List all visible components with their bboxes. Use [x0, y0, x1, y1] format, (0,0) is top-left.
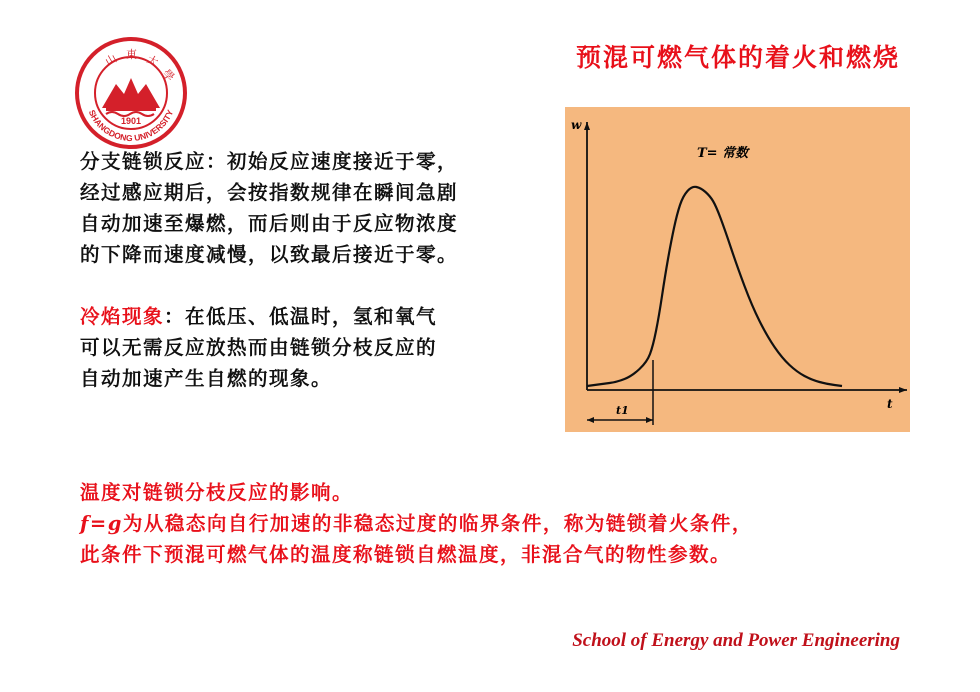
text-line: 温度对链锁分枝反应的影响。: [80, 481, 354, 504]
text-line: 经过感应期后，会按指数规律在瞬间急剧: [80, 181, 459, 204]
curve-annotation: T= 常数: [697, 146, 749, 161]
critical-condition-formula: f=g: [80, 512, 123, 535]
logo-university-text: SHANGDONG UNIVERSITY: [86, 108, 176, 144]
text-line: 此条件下预混可燃气体的温度称链锁自燃温度，非混合气的物性参数。: [80, 543, 732, 566]
y-axis-label: w: [571, 118, 582, 132]
reaction-rate-chart: [565, 107, 910, 432]
cool-flame-paragraph: [80, 301, 550, 394]
text-line: ：在低压、低温时，氢和氧气: [164, 305, 438, 328]
footer-school-name: School of Energy and Power Engineering: [572, 630, 900, 651]
text-line: 可以无需反应放热而由链锁分枝反应的: [80, 336, 438, 359]
svg-text:山: 山: [103, 51, 120, 69]
svg-text:大: 大: [144, 52, 161, 70]
text-line: 为从稳态向自行加速的非稳态过度的临界条件，称为链锁着火条件，: [122, 512, 753, 535]
svg-text:學: 學: [159, 66, 177, 84]
t1-right-arrow: [646, 417, 653, 423]
branching-chain-paragraph: [80, 146, 560, 270]
temperature-influence-paragraph: [80, 477, 920, 570]
text-line: 自动加速产生自燃的现象。: [80, 367, 333, 390]
t1-label: t1: [616, 404, 629, 417]
x-axis-arrow: [899, 387, 907, 393]
svg-text:東: 東: [126, 48, 137, 61]
text-line: 自动加速至爆燃，而后则由于反应物浓度: [80, 212, 459, 235]
logo-year: 1901: [120, 116, 142, 126]
slide-title: 预混可燃气体的着火和燃烧: [575, 43, 900, 72]
y-axis-arrow: [584, 122, 590, 130]
text-line: 的下降而速度减慢，以致最后接近于零。: [80, 243, 459, 266]
cool-flame-term: 冷焰现象: [80, 305, 165, 328]
university-logo: [72, 34, 190, 152]
t1-left-arrow: [587, 417, 594, 423]
x-axis-label: t: [887, 397, 893, 411]
text-line: 分支链锁反应：初始反应速度接近于零，: [80, 150, 459, 173]
reaction-rate-curve: [587, 187, 842, 386]
